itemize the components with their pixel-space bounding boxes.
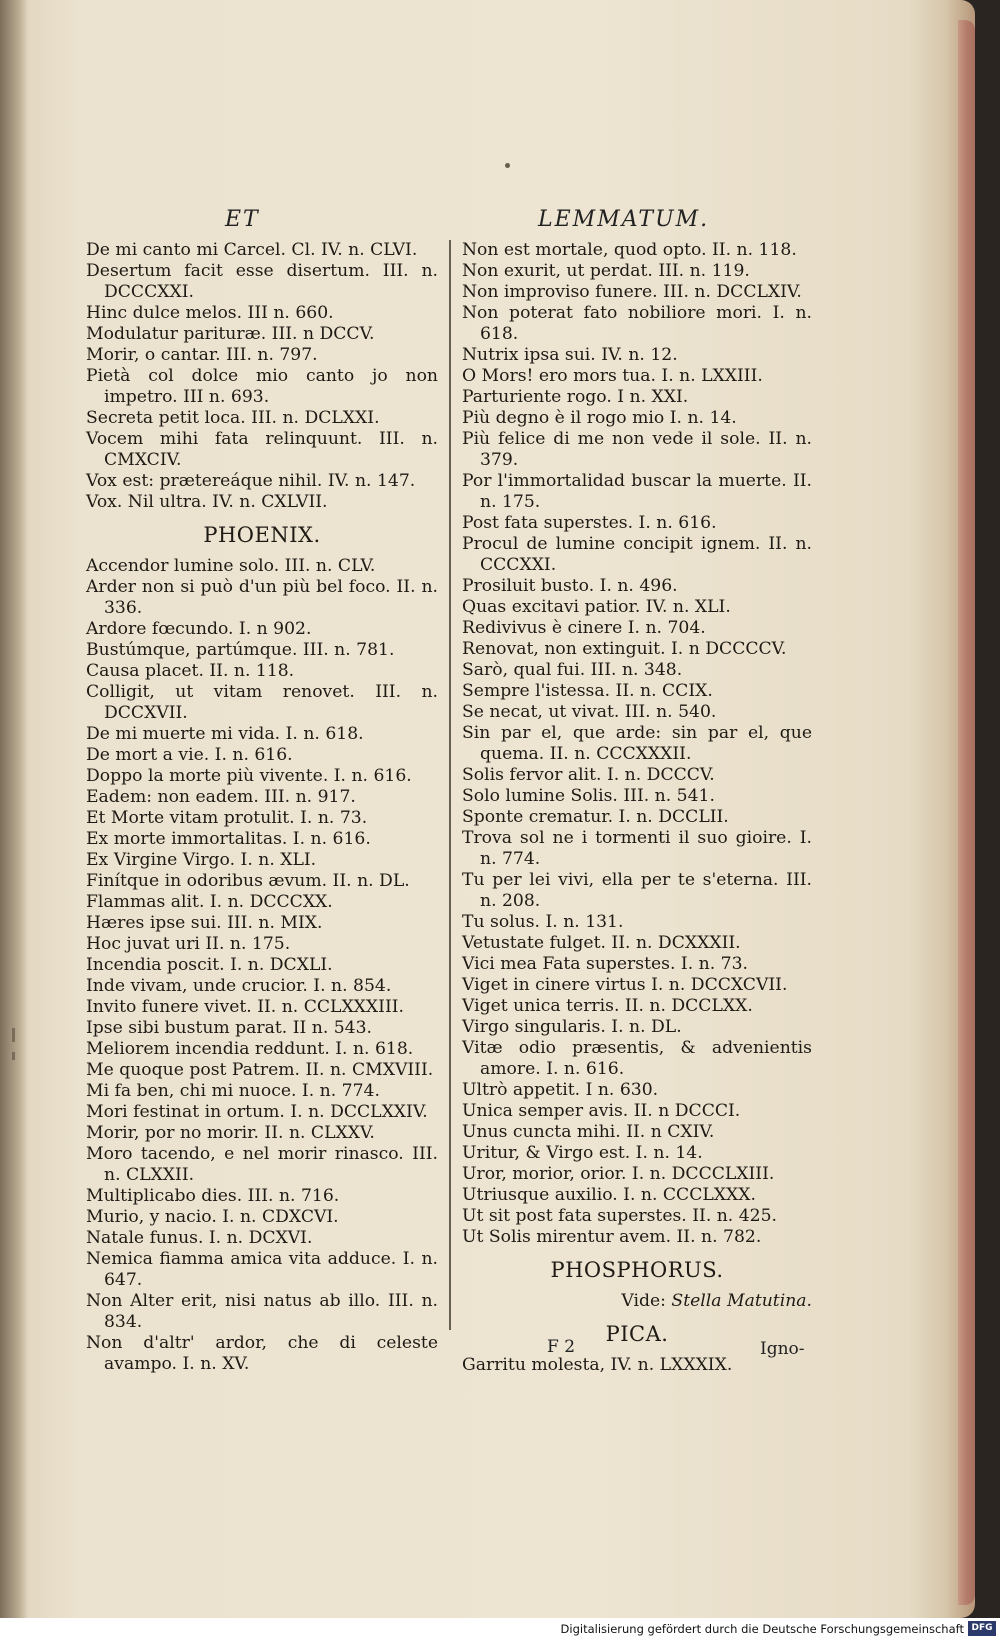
index-entry: Non est mortale, quod opto. II. n. 118. (462, 240, 797, 260)
index-entry: Morir, o cantar. III. n. 797. (86, 345, 318, 365)
right-column (462, 240, 812, 1376)
dfg-logo-icon: DFG (968, 1621, 996, 1636)
index-entry: Solis fervor alit. I. n. DCCCV. (462, 765, 715, 785)
index-entry: Pietà col dolce mio canto jo non impetro. III n. 693. (86, 366, 438, 407)
index-entry: Secreta petit loca. III. n. DCLXXI. (86, 408, 380, 428)
index-entry: Procul de lumine concipit ignem. II. n. CCCXXI. (462, 534, 812, 575)
index-entry: Eadem: non eadem. III. n. 917. (86, 787, 356, 807)
catchword: Igno- (760, 1339, 805, 1359)
index-entry: De mi muerte mi vida. I. n. 618. (86, 724, 364, 744)
running-head-right: LEMMATUM. (538, 207, 710, 232)
section-heading-pica: PICA. (605, 1322, 669, 1346)
running-head-left: ET (225, 207, 260, 232)
index-entry: Multiplicabo dies. III. n. 716. (86, 1186, 340, 1206)
index-entry: Uritur, & Virgo est. I. n. 14. (462, 1143, 703, 1163)
index-entry: Virgo singularis. I. n. DL. (462, 1017, 682, 1037)
index-entry: Vocem mihi fata relinquunt. III. n. CMXCIV. (86, 429, 438, 470)
margin-mark (12, 1028, 15, 1042)
index-entry: O Mors! ero mors tua. I. n. LXXIII. (462, 366, 763, 386)
index-entry: Hoc juvat uri II. n. 175. (86, 934, 291, 954)
index-entry: Hinc dulce melos. III n. 660. (86, 303, 334, 323)
index-entry: Ut Solis mirentur avem. II. n. 782. (462, 1227, 762, 1247)
index-entry: Me quoque post Patrem. II. n. CMXVIII. (86, 1060, 434, 1080)
margin-mark (12, 1052, 15, 1060)
index-entry: Invito funere vivet. II. n. CCLXXXIII. (86, 997, 404, 1017)
index-entry: Unica semper avis. II. n DCCCI. (462, 1101, 741, 1121)
index-entry: Più felice di me non vede il sole. II. n. 379. (462, 429, 812, 470)
index-entry: Ardore fœcundo. I. n 902. (86, 619, 312, 639)
index-entry: Non poterat fato nobiliore mori. I. n. 618. (462, 303, 812, 344)
index-entry: Solo lumine Solis. III. n. 541. (462, 786, 715, 806)
index-entry: Incendia poscit. I. n. DCXLI. (86, 955, 333, 975)
index-entry: Ex Virgine Virgo. I. n. XLI. (86, 850, 317, 870)
funding-notice: Digitalisierung gefördert durch die Deutsche Forschungsgemeinschaft (560, 1622, 964, 1636)
index-entry: Modulatur parituræ. III. n DCCV. (86, 324, 375, 344)
index-entry: Morir, por no morir. II. n. CLXXV. (86, 1123, 375, 1143)
index-entry: Unus cuncta mihi. II. n CXIV. (462, 1122, 715, 1142)
index-entry: Parturiente rogo. I n. XXI. (462, 387, 689, 407)
index-entry: Bustúmque, partúmque. III. n. 781. (86, 640, 395, 660)
index-entry: Natale funus. I. n. DCXVI. (86, 1228, 313, 1248)
index-entry: Hæres ipse sui. III. n. MIX. (86, 913, 323, 933)
signature-mark: F 2 (547, 1337, 576, 1357)
index-entry: Mori festinat in ortum. I. n. DCCLXXIV. (86, 1102, 428, 1122)
index-entry: Vox est: prætereáque nihil. IV. n. 147. (86, 471, 416, 491)
entry-list-right (462, 240, 812, 1248)
index-entry: Inde vivam, unde crucior. I. n. 854. (86, 976, 392, 996)
index-entry: Utriusque auxilio. I. n. CCCLXXX. (462, 1185, 756, 1205)
index-entry: Ex morte immortalitas. I. n. 616. (86, 829, 371, 849)
entry-list-top (86, 240, 438, 513)
index-entry: Sponte crematur. I. n. DCCLII. (462, 807, 729, 827)
index-entry: Trova sol ne i tormenti il suo gioire. I. n. 774. (462, 828, 812, 869)
index-entry: Non d'altr' ardor, che di celeste avampo. I. n. XV. (86, 1333, 438, 1374)
index-entry: Sarò, qual fui. III. n. 348. (462, 660, 683, 680)
index-entry: Meliorem incendia reddunt. I. n. 618. (86, 1039, 414, 1059)
index-entry: Ultrò appetit. I n. 630. (462, 1080, 659, 1100)
index-entry: Murio, y nacio. I. n. CDXCVI. (86, 1207, 339, 1227)
index-entry: Finítque in odoribus ævum. II. n. DL. (86, 871, 410, 891)
left-column (86, 240, 438, 1375)
index-entry: Uror, morior, orior. I. n. DCCCLXIII. (462, 1164, 775, 1184)
index-entry: Prosiluit busto. I. n. 496. (462, 576, 678, 596)
index-entry: Flammas alit. I. n. DCCCXX. (86, 892, 333, 912)
section-heading-phoenix: PHOENIX. (203, 523, 321, 547)
index-entry: Moro tacendo, e nel morir rinasco. III. n. CLXXII. (86, 1144, 438, 1185)
section-heading-phosphorus: PHOSPHORUS. (550, 1258, 724, 1282)
index-entry: Accendor lumine solo. III. n. CLV. (86, 556, 376, 576)
vide-reference: Stella Matutina. (671, 1291, 812, 1311)
index-entry: Desertum facit esse disertum. III. n. DCCCXXI. (86, 261, 438, 302)
index-entry: Por l'immortalidad buscar la muerte. II. n. 175. (462, 471, 812, 512)
index-entry: Non improviso funere. III. n. DCCLXIV. (462, 282, 802, 302)
index-entry: Più degno è il rogo mio I. n. 14. (462, 408, 737, 428)
index-entry: Vetustate fulget. II. n. DCXXXII. (462, 933, 741, 953)
ink-dot (505, 163, 510, 168)
cross-reference (462, 1291, 812, 1312)
index-entry: Non exurit, ut perdat. III. n. 119. (462, 261, 750, 281)
index-entry: Causa placet. II. n. 118. (86, 661, 295, 681)
page-spine-shadow (0, 0, 28, 1618)
index-entry: Mi fa ben, chi mi nuoce. I. n. 774. (86, 1081, 380, 1101)
page-edge (958, 20, 975, 1605)
index-entry: Ut sit post fata superstes. II. n. 425. (462, 1206, 778, 1226)
index-entry: Renovat, non extinguit. I. n DCCCCV. (462, 639, 787, 659)
index-entry: Arder non si può d'un più bel foco. II. n. 336. (86, 577, 438, 618)
index-entry: Post fata superstes. I. n. 616. (462, 513, 717, 533)
index-entry: Tu solus. I. n. 131. (462, 912, 624, 932)
index-entry: Quas excitavi patior. IV. n. XLI. (462, 597, 731, 617)
index-entry: Et Morte vitam protulit. I. n. 73. (86, 808, 368, 828)
index-entry: Vitæ odio præsentis, & advenientis amore. I. n. 616. (462, 1038, 812, 1079)
index-entry: Colligit, ut vitam renovet. III. n. DCCXVII. (86, 682, 438, 723)
index-entry: Se necat, ut vivat. III. n. 540. (462, 702, 717, 722)
index-entry: Garritu molesta, IV. n. LXXXIX. (462, 1355, 733, 1375)
index-entry: Doppo la morte più vivente. I. n. 616. (86, 766, 412, 786)
index-entry: Vici mea Fata superstes. I. n. 73. (462, 954, 748, 974)
index-entry: Redivivus è cinere I. n. 704. (462, 618, 706, 638)
vide-label: Vide: (621, 1291, 666, 1311)
index-entry: De mort a vie. I. n. 616. (86, 745, 293, 765)
index-entry: De mi canto mi Carcel. Cl. IV. n. CLVI. (86, 240, 418, 260)
index-entry: Ipse sibi bustum parat. II n. 543. (86, 1018, 373, 1038)
index-entry: Nemica fiamma amica vita adduce. I. n. 647. (86, 1249, 438, 1290)
index-entry: Nutrix ipsa sui. IV. n. 12. (462, 345, 678, 365)
index-entry: Tu per lei vivi, ella per te s'eterna. III. n. 208. (462, 870, 812, 911)
index-entry: Sin par el, que arde: sin par el, que quema. II. n. CCCXXXII. (462, 723, 812, 764)
column-divider (449, 240, 451, 1330)
entry-list-phoenix (86, 556, 438, 1375)
index-entry: Vox. Nil ultra. IV. n. CXLVII. (86, 492, 328, 512)
index-entry: Viget unica terris. II. n. DCCLXX. (462, 996, 753, 1016)
digitization-footer (0, 1618, 1000, 1641)
index-entry: Sempre l'istessa. II. n. CCIX. (462, 681, 713, 701)
index-entry: Non Alter erit, nisi natus ab illo. III. n. 834. (86, 1291, 438, 1332)
index-entry: Viget in cinere virtus I. n. DCCXCVII. (462, 975, 788, 995)
